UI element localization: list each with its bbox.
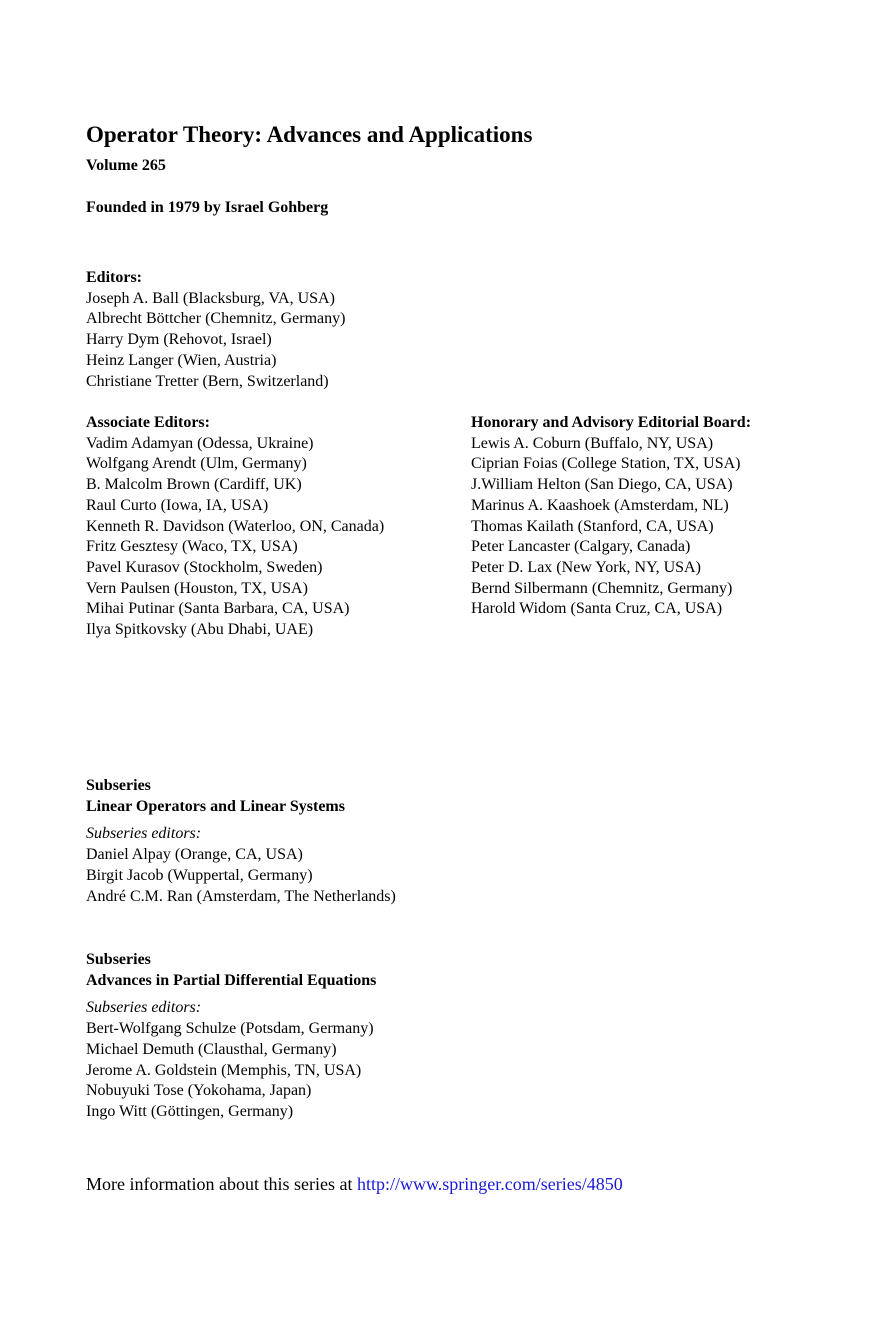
subseries-linear-section	[86, 776, 396, 907]
associate-editor-name: Vadim Adamyan (Odessa, Ukraine)	[86, 434, 314, 452]
subseries-editor-name: Daniel Alpay (Orange, CA, USA)	[86, 846, 303, 864]
subseries-editor-name: André C.M. Ran (Amsterdam, The Netherlands)	[86, 887, 396, 905]
associate-editors-section	[86, 413, 384, 641]
series-link[interactable]: http://www.springer.com/series/4850	[356, 1174, 623, 1194]
associate-editor-name: Fritz Gesztesy (Waco, TX, USA)	[86, 538, 298, 556]
editors-heading: Editors:	[86, 269, 142, 286]
subseries-editor-name: Birgit Jacob (Wuppertal, Germany)	[86, 866, 313, 884]
more-info-line	[86, 1172, 623, 1196]
editor-name: Albrecht Böttcher (Chemnitz, Germany)	[86, 310, 346, 328]
board-member-name: Bernd Silbermann (Chemnitz, Germany)	[471, 579, 733, 597]
board-member-name: Thomas Kailath (Stanford, CA, USA)	[471, 517, 714, 535]
more-info-text: More information about this series at	[86, 1174, 357, 1194]
associate-editors-heading: Associate Editors:	[86, 414, 210, 431]
board-member-name: Peter Lancaster (Calgary, Canada)	[471, 538, 691, 556]
board-member-name: Ciprian Foias (College Station, TX, USA)	[471, 455, 741, 473]
honorary-board-heading: Honorary and Advisory Editorial Board:	[471, 414, 752, 431]
subseries-editor-name: Nobuyuki Tose (Yokohama, Japan)	[86, 1082, 312, 1100]
subseries-editor-name: Michael Demuth (Clausthal, Germany)	[86, 1040, 337, 1058]
editor-name: Christiane Tretter (Bern, Switzerland)	[86, 372, 329, 390]
associate-editor-name: Ilya Spitkovsky (Abu Dhabi, UAE)	[86, 621, 314, 639]
associate-editor-name: B. Malcolm Brown (Cardiff, UK)	[86, 476, 302, 494]
associate-editor-name: Wolfgang Arendt (Ulm, Germany)	[86, 455, 307, 473]
founded-note: Founded in 1979 by Israel Gohberg	[86, 199, 329, 216]
honorary-board-section	[471, 413, 751, 620]
subseries-label: Subseries	[86, 777, 151, 794]
subseries-editors-label: Subseries editors:	[86, 825, 202, 843]
board-member-name: Marinus A. Kaashoek (Amsterdam, NL)	[471, 496, 729, 514]
subseries-title: Advances in Partial Differential Equations	[86, 971, 377, 989]
subseries-title: Linear Operators and Linear Systems	[86, 797, 345, 815]
subseries-label: Subseries	[86, 951, 151, 968]
subseries-editor-name: Jerome A. Goldstein (Memphis, TN, USA)	[86, 1061, 362, 1079]
subseries-pde-section	[86, 950, 376, 1123]
associate-editor-name: Mihai Putinar (Santa Barbara, CA, USA)	[86, 600, 350, 618]
board-member-name: Peter D. Lax (New York, NY, USA)	[471, 558, 701, 576]
board-member-name: J.William Helton (San Diego, CA, USA)	[471, 476, 733, 494]
associate-editor-name: Pavel Kurasov (Stockholm, Sweden)	[86, 558, 323, 576]
subseries-editor-name: Ingo Witt (Göttingen, Germany)	[86, 1102, 294, 1120]
subseries-editors-label: Subseries editors:	[86, 999, 202, 1017]
volume-number: Volume 265	[86, 157, 166, 174]
associate-editor-name: Kenneth R. Davidson (Waterloo, ON, Canada)	[86, 517, 385, 535]
associate-editor-name: Raul Curto (Iowa, IA, USA)	[86, 496, 269, 514]
series-title: Operator Theory: Advances and Applications	[86, 122, 533, 147]
board-member-name: Harold Widom (Santa Cruz, CA, USA)	[471, 600, 723, 618]
board-member-name: Lewis A. Coburn (Buffalo, NY, USA)	[471, 434, 714, 452]
editor-name: Joseph A. Ball (Blacksburg, VA, USA)	[86, 289, 335, 307]
editor-name: Heinz Langer (Wien, Austria)	[86, 351, 277, 369]
subseries-editor-name: Bert-Wolfgang Schulze (Potsdam, Germany)	[86, 1020, 374, 1038]
editor-name: Harry Dym (Rehovot, Israel)	[86, 331, 272, 349]
editors-section	[86, 268, 345, 392]
associate-editor-name: Vern Paulsen (Houston, TX, USA)	[86, 579, 308, 597]
